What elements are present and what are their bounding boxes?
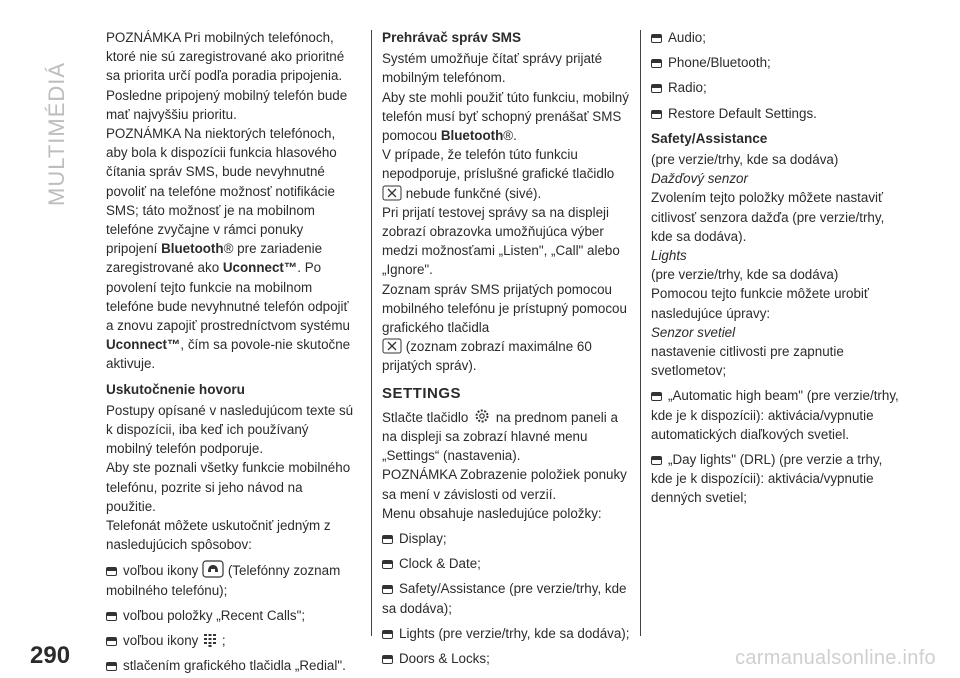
heading-sms-player: Prehrávač správ SMS xyxy=(382,30,522,45)
para: nastavenie citlivosti pre zapnutie svetlometov; xyxy=(651,344,844,379)
para: Aby ste poznali všetky funkcie mobilného telefónu, pozrite si jeho návod na použitie. xyxy=(106,460,351,514)
bullet-square-icon xyxy=(382,535,393,544)
section-title xyxy=(38,18,78,218)
subheading-light-sensor: Senzor svetiel xyxy=(651,324,736,340)
para: (pre verzie/trhy, kde sa dodáva) xyxy=(651,152,839,168)
para: Pri prijatí testovej správy sa na displeji zobrazí obrazovka umožňujúca výber medzi možnosťami „Listen", „Call" alebo „Ignore". xyxy=(382,204,620,278)
subheading-rain-sensor: Dažďový senzor xyxy=(651,171,748,187)
list-item: „Automatic high beam" (pre verzie/trhy, kde je k dispozícii): aktivácia/vypnutie automatických diaľkových svetiel. xyxy=(651,388,899,442)
column-divider xyxy=(371,30,372,636)
para: Telefonát môžete uskutočniť jedným z nasledujúcich spôsobov: xyxy=(106,518,331,553)
list-item: voľbou ikony ; xyxy=(106,631,356,650)
heading-make-call: Uskutočnenie hovoru xyxy=(106,381,245,397)
subheading-lights: Lights xyxy=(651,248,687,264)
page-number: 290 xyxy=(30,642,71,669)
para: Postupy opísané v nasledujúcom texte sú k dispozícii, iba keď ich používaný mobilný telefón podporuje. xyxy=(106,402,354,457)
para: (pre verzie/trhy, kde sa dodáva) xyxy=(651,267,839,283)
bullet-square-icon xyxy=(651,456,662,465)
settings-gear-icon xyxy=(472,407,492,425)
bullet-square-icon xyxy=(651,34,662,43)
bullet-square-icon xyxy=(106,662,117,671)
para: Menu obsahuje nasledujúce položky: xyxy=(382,505,602,521)
message-icon xyxy=(382,338,402,354)
heading-settings: SETTINGS xyxy=(382,384,462,402)
bullet-square-icon xyxy=(382,630,393,639)
para: Aby ste mohli použiť túto funkciu, mobilný telefón musí byť schopný prenášať SMS pomocou Bluetooth®. xyxy=(382,89,629,144)
para: Stlačte tlačidlo na prednom paneli a na displeji sa zobrazí hlavné menu „Settings“ (nastavenia). xyxy=(382,407,632,466)
list-item: „Day lights" (DRL) (pre verzie a trhy, kde je k dispozícii): aktivácia/vypnutie denných svetiel; xyxy=(651,452,883,506)
list-item: Doors & Locks; xyxy=(382,649,632,668)
keypad-icon xyxy=(202,632,218,648)
para: Zvolením tejto položky môžete nastaviť citlivosť senzora dažďa (pre verzie/trhy, kde sa dodáva). xyxy=(651,190,885,244)
bullet-square-icon xyxy=(651,84,662,93)
list-item: Safety/Assistance (pre verzie/trhy, kde sa dodáva); xyxy=(382,581,627,616)
bullet-square-icon xyxy=(382,560,393,569)
para: Pomocou tejto funkcie môžete urobiť nasledujúce úpravy: xyxy=(651,286,869,321)
bullet-square-icon xyxy=(651,392,662,401)
list-item: voľbou položky „Recent Calls"; xyxy=(106,606,356,625)
list-item: Audio; xyxy=(651,28,901,47)
list-item: Lights (pre verzie/trhy, kde sa dodáva); xyxy=(382,624,632,643)
list-item: voľbou ikony (Telefónny zoznam mobilného telefónu); xyxy=(106,560,356,599)
column-2 xyxy=(382,28,632,668)
heading-safety-assistance: Safety/Assistance xyxy=(651,130,768,146)
list-item: Restore Default Settings. xyxy=(651,104,901,123)
bullet-square-icon xyxy=(106,567,117,576)
para: Systém umožňuje čítať správy prijaté mobilným telefónom. xyxy=(382,51,603,86)
list-item: Display; xyxy=(382,529,632,548)
note-sms: POZNÁMKA Na niektorých telefónoch, aby bola k dispozícii funkcia hlasového čítania správ SMS, bude nevyhnutné povoliť na telefóne možnosť notifikácie SMS; táto možnosť je na mobilnom telefóne zvyčajne v rámci ponuky pripojení Bluetooth® pre zariadenie zaregistrované ako Uconnect™. Po povolení tejto funkcie na mobilnom telefóne bude nevyhnutné telefón odpojiť a znovu zapojiť prostredníctvom systému Uconnect™, čím sa povole-nie skutočne aktivuje. xyxy=(106,126,351,372)
para: POZNÁMKA Zobrazenie položiek ponuky sa mení v závislosti od verzií. xyxy=(382,467,627,502)
column-3 xyxy=(651,28,901,508)
list-item: Clock & Date; xyxy=(382,554,632,573)
bullet-square-icon xyxy=(651,110,662,119)
note-priority: POZNÁMKA Pri mobilných telefónoch, ktoré nie sú zaregistrované ako prioritné sa priorita určí podľa poradia pripojenia. Posledne pripojený mobilný telefón bude mať najvyššiu prioritu. xyxy=(106,30,348,122)
bullet-square-icon xyxy=(382,585,393,594)
bullet-square-icon xyxy=(382,655,393,664)
bullet-square-icon xyxy=(651,59,662,68)
para: Zoznam správ SMS prijatých pomocou mobilného telefónu je prístupný pomocou grafického tlačidla (zoznam zobrazí maximálne 60 prijatých správ). xyxy=(382,281,627,374)
column-1 xyxy=(106,28,356,676)
list-item: stlačením grafického tlačidla „Redial". xyxy=(106,656,356,675)
list-item: Phone/Bluetooth; xyxy=(651,53,901,72)
phone-handset-icon xyxy=(202,560,224,578)
bullet-square-icon xyxy=(106,637,117,646)
bullet-square-icon xyxy=(106,612,117,621)
watermark: carmanualsonline.info xyxy=(735,647,936,669)
message-icon xyxy=(382,185,402,201)
para: V prípade, že telefón túto funkciu nepodporuje, príslušné grafické tlačidlo nebude funkčné (sivé). xyxy=(382,147,615,201)
list-item: Radio; xyxy=(651,78,901,97)
column-divider xyxy=(640,30,641,636)
section-title-text: MULTIMÉDIÁ xyxy=(44,61,69,206)
